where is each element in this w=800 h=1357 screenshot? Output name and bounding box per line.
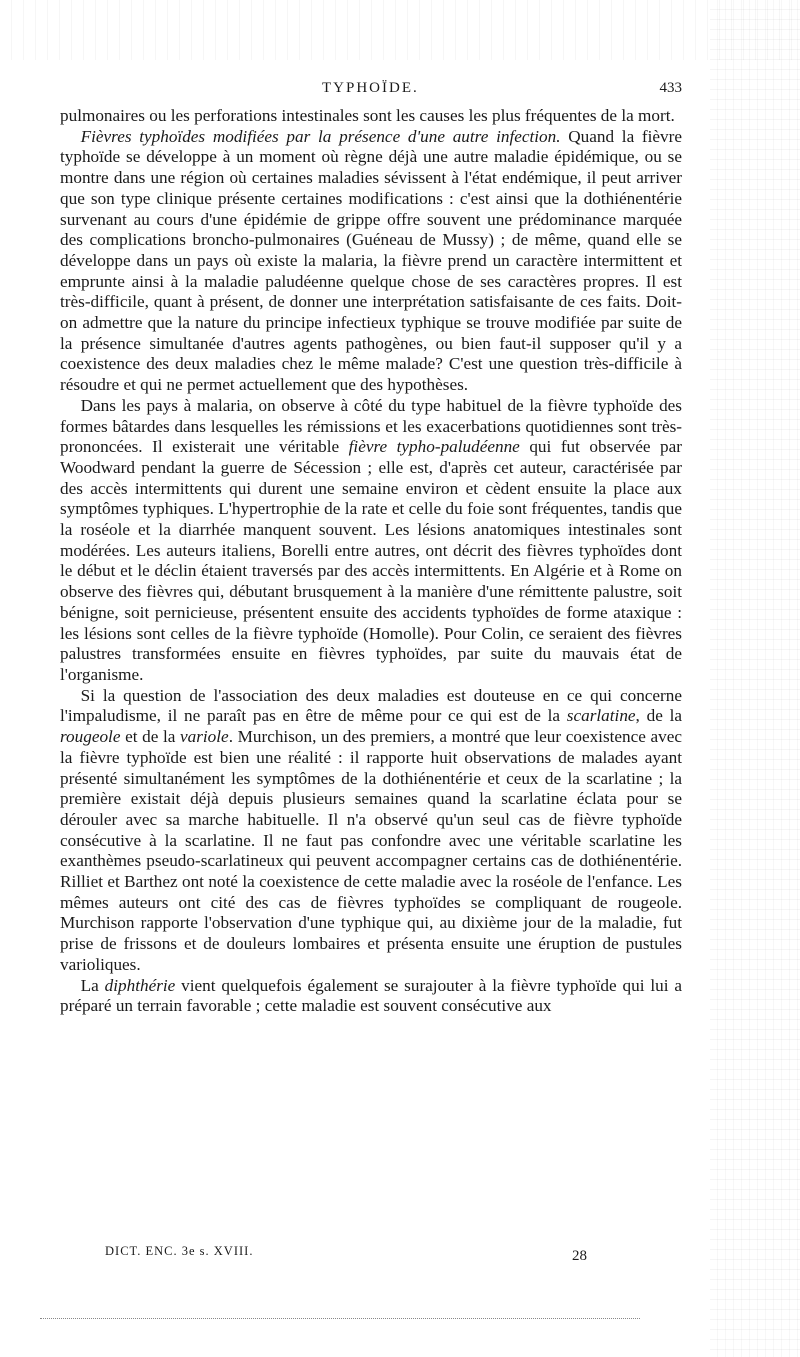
text-run: vient quelquefois également se surajouter à la fièvre typhoïde qui lui a préparé un terrain favorable ; cette maladie est souvent consécutive aux xyxy=(60,975,682,1016)
page-number: 433 xyxy=(659,80,682,96)
bottom-dotted-rule xyxy=(40,1318,640,1320)
text-run: pulmonaires ou les perforations intestinales sont les causes les plus fréquentes de la mort. xyxy=(60,106,675,125)
text-run: et de la xyxy=(120,727,180,747)
text-run: Dans les pays à malaria, on observe à côté du type habituel de la fièvre typhoïde des formes bâtardes dans lesquelles les rémissions et les exacerbations quotidiennes sont très-prononcées. Il existerait une véritable xyxy=(60,395,682,457)
paragraph xyxy=(60,976,682,1017)
italic-text: rougeole xyxy=(60,727,121,747)
running-title: TYPHOÏDE. xyxy=(322,80,419,96)
italic-text: Fièvres typhoïdes modifiées par la présence d'une autre infection. xyxy=(80,126,561,146)
printer-signature: DICT. ENC. 3e s. XVIII. xyxy=(105,1244,254,1258)
scan-noise-right-margin xyxy=(710,0,800,1357)
text-run: Si la question de l'association des deux maladies est douteuse en ce qui concerne l'impaludisme, il ne paraît pas en être de même pour ce qui est de la xyxy=(60,685,682,726)
paragraph xyxy=(60,106,682,127)
text-run: . Murchison, un des premiers, a montré que leur coexistence avec la fièvre typhoïde est bien une réalité : il rapporte huit observations de malades ayant présenté simultanément les symptômes de la dothiénentérie et ceux de la scarlatine ; la première existait déjà depuis plusieurs semaines quand la scarlatine éclata pour se dérouler avec sa marche habituelle. Il n'a observé qu'un seul cas de fièvre typhoïde consécutive à la scarlatine. Il ne faut pas confondre avec une véritable scarlatine les exanthèmes pseudo-scarlatineux qui peuvent accompagner certains cas de dothiénentérie. Rilliet et Barthez ont noté la coexistence de cette maladie avec la roséole de l'enfance. Les mêmes auteurs ont cité des cas de fièvres typhoïdes se compliquant de rougeole. Murchison rapporte l'observation d'une typhique qui, au dixième jour de la maladie, fut prise de frissons et de douleurs lombaires et présenta ensuite une éruption de pustules varioliques. xyxy=(60,727,683,974)
sheet-number: 28 xyxy=(572,1248,587,1264)
paragraph xyxy=(60,396,682,686)
paragraph xyxy=(60,127,682,396)
italic-text: scarlatine xyxy=(566,706,636,726)
italic-text: diphthérie xyxy=(104,975,176,995)
paragraph xyxy=(60,686,682,976)
italic-text: variole xyxy=(180,727,229,747)
scan-noise-top xyxy=(0,0,800,60)
text-run: Quand la fièvre typhoïde se développe à un moment où règne déjà une autre maladie épidémique, ou se montre dans une région où certaines maladies sévissent à l'état endémique, il peut arriver que son type clinique présente certaines modifications : c'est ainsi que la dothiénentérie survenant au cours d'une épidémie de grippe offre souvent une prédominance marquée des complications broncho-pulmonaires (Guéneau de Mussy) ; de même, quand elle se développe dans un pays où existe la malaria, la fièvre prend un caractère intermittent et emprunte ainsi à la maladie paludéenne quelque chose de ses caractères propres. Il est très-difficile, quant à présent, de donner une interprétation satisfaisante de ces faits. Doit-on admettre que la nature du principe infectieux typhique se trouve modifiée par suite de la présence simultanée d'autres agents pathogènes, ou bien faut-il supposer qu'il y a coexistence des deux maladies chez le même malade? C'est une question très-difficile à résoudre et qui ne permet actuellement que des hypothèses. xyxy=(60,126,682,395)
italic-text: fièvre typho-paludéenne xyxy=(348,437,520,457)
text-run: qui fut observée par Woodward pendant la guerre de Sécession ; elle est, d'après cet auteur, caractérisée par des accès intermittents qui durent une semaine environ et cèdent ensuite la place aux symptômes typhiques. L'hypertrophie de la rate et celle du foie sont fréquentes, tandis que la roséole et la diarrhée manquent souvent. Les lésions anatomiques intestinales sont modérées. Les auteurs italiens, Borelli entre autres, ont décrit des fièvres typhoïdes dont le début et le déclin étaient traversés par des accès intermittents. En Algérie et à Rome on observe des fièvres qui, débutant brusquement à la manière d'une rémittente palustre, soit bénigne, soit pernicieuse, présentent ensuite des accidents typhoïdes de forme ataxique : les lésions sont celles de la fièvre typhoïde (Homolle). Pour Colin, ce seraient des fièvres palustres transformées ensuite en fièvres typhoïdes, par suite du mauvais état de l'organisme. xyxy=(60,437,682,684)
body-text xyxy=(60,106,682,1017)
text-run: La xyxy=(80,975,105,995)
text-run: , de la xyxy=(635,706,682,726)
